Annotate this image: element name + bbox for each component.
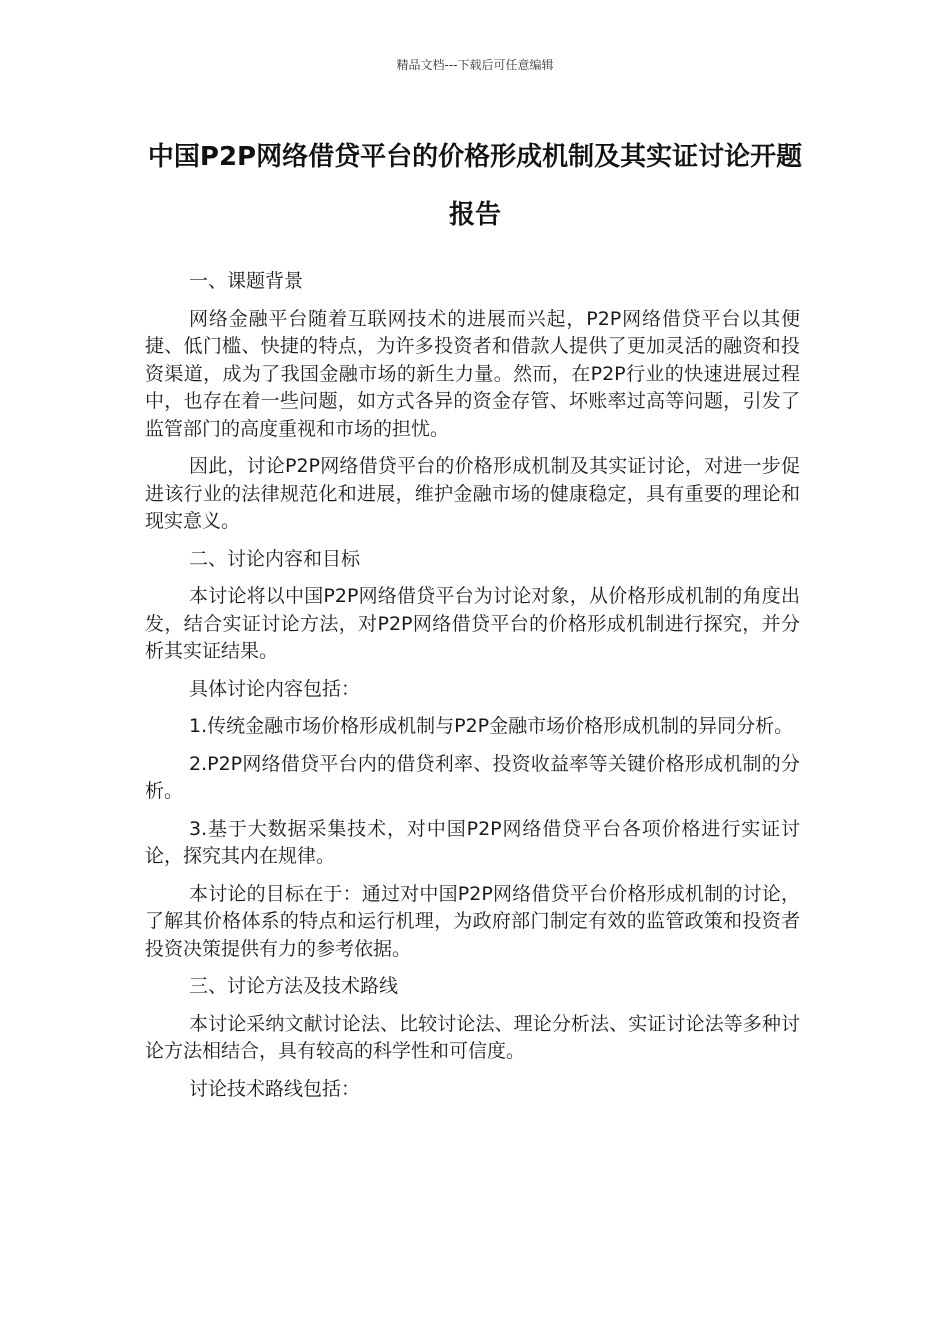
paragraph-content-intro: 具体讨论内容包括： [189,677,361,700]
section-heading-background: 一、课题背景 [189,270,304,292]
paragraph-background-intro: 网络金融平台随着互联网技术的进展而兴起，P2P网络借贷平台以其便捷、低门槛、快捷的特点，为许多投资者和借款人提供了更加灵活的融资和投资渠道，成为了我国金融市场的新生力量。然而，在P2P行业的快速进展过程中，也存在着一些问题，如方式各异的资金存管、坏账率过高等问题，引发了监管部门的高度重视和市场的担忧。 [145,307,800,440]
list-item-3: 3.基于大数据采集技术，对中国P2P网络借贷平台各项价格进行实证讨论，探究其内在规律。 [145,817,800,867]
page-header-watermark: 精品文档---下载后可任意编辑 [396,58,554,72]
list-item-1: 1.传统金融市场价格形成机制与P2P金融市场价格形成机制的异同分析。 [189,715,794,737]
paragraph-research-goal: 本讨论的目标在于：通过对中国P2P网络借贷平台价格形成机制的讨论，了解其价格体系的特点和运行机理，为政府部门制定有效的监管政策和投资者投资决策提供有力的参考依据。 [145,882,800,960]
paragraph-background-significance: 因此，讨论P2P网络借贷平台的价格形成机制及其实证讨论，对进一步促进该行业的法律规范化和进展，维护金融市场的健康稳定，具有重要的理论和现实意义。 [145,455,800,532]
document-body [145,268,800,1113]
paragraph-tech-route-intro: 讨论技术路线包括： [189,1077,361,1100]
document-title: 中国P2P网络借贷平台的价格形成机制及其实证讨论开题报告 [147,142,803,230]
paragraph-research-overview: 本讨论将以中国P2P网络借贷平台为讨论对象，从价格形成机制的角度出发，结合实证讨论方法，对P2P网络借贷平台的价格形成机制进行探究，并分析其实证结果。 [145,585,800,662]
list-item-2: 2.P2P网络借贷平台内的借贷利率、投资收益率等关键价格形成机制的分析。 [145,752,800,802]
section-heading-methods: 三、讨论方法及技术路线 [189,975,399,997]
section-heading-content-goals: 二、讨论内容和目标 [189,547,361,570]
paragraph-methods: 本讨论采纳文献讨论法、比较讨论法、理论分析法、实证讨论法等多种讨论方法相结合，具有较高的科学性和可信度。 [145,1012,800,1062]
